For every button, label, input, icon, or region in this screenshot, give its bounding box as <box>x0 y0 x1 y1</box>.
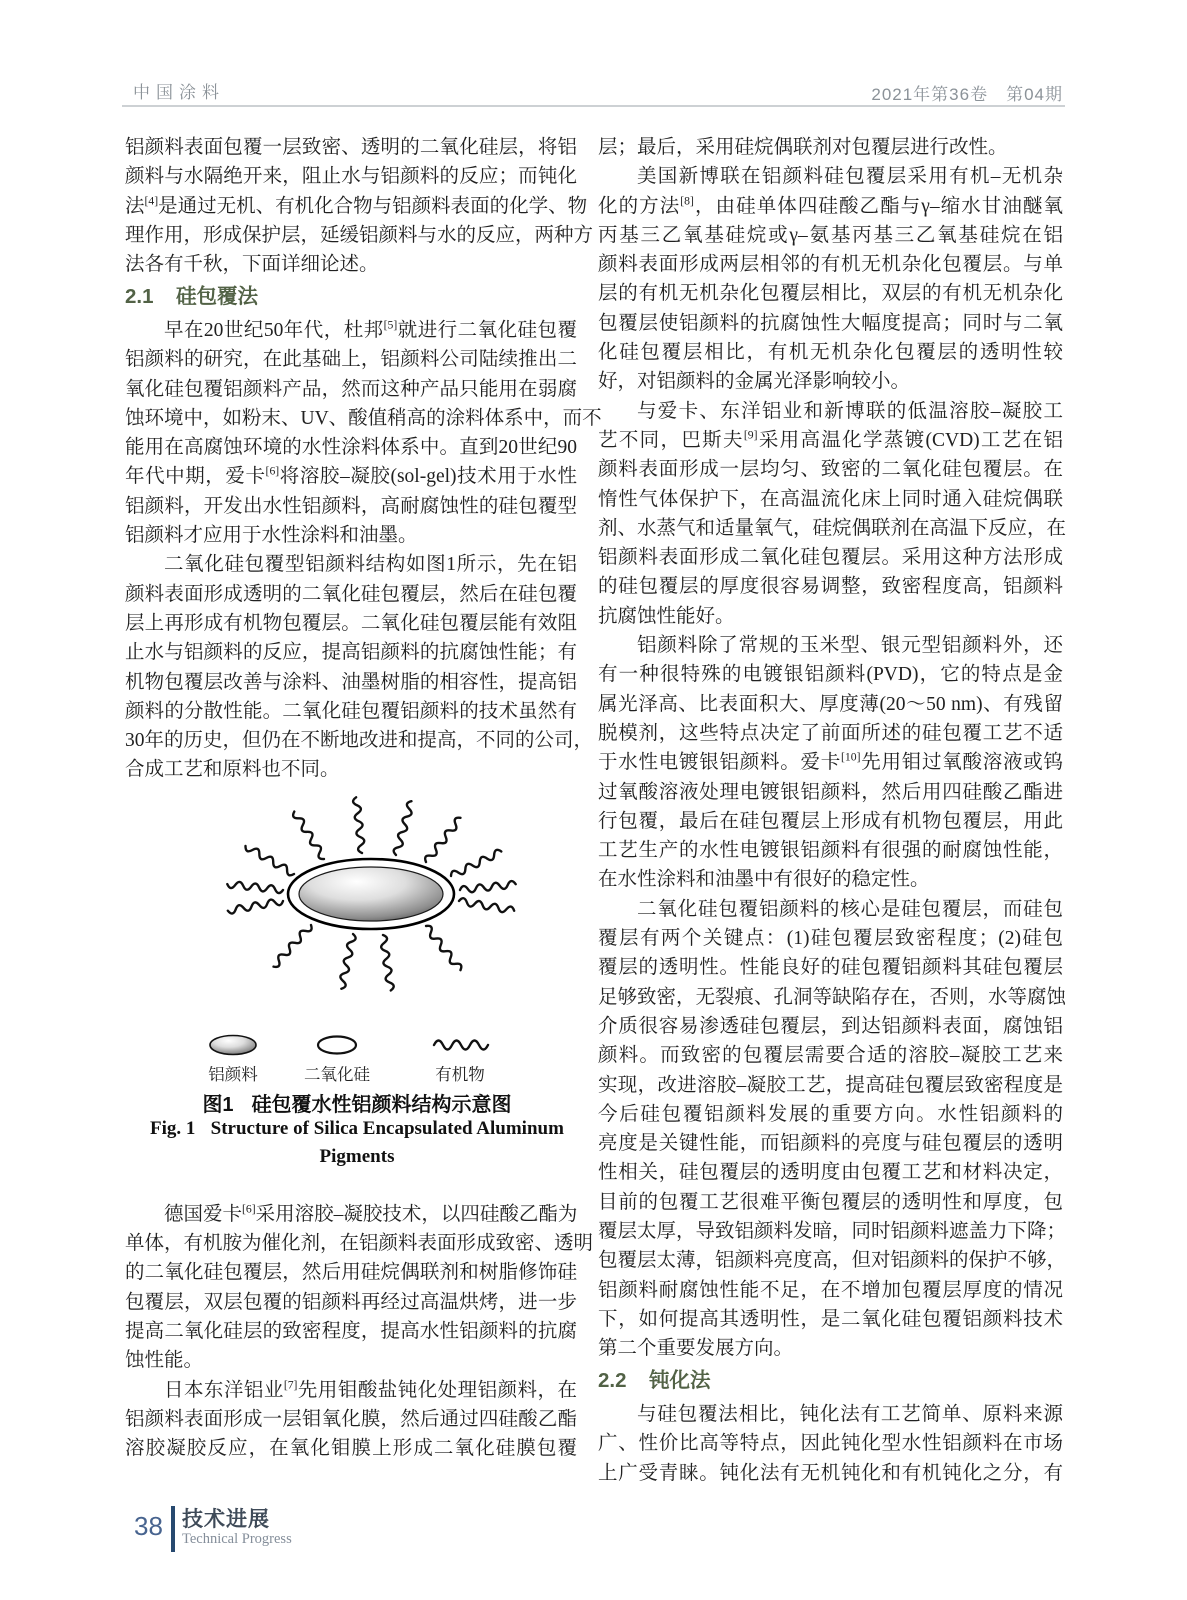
footer-divider-bar <box>171 1506 175 1552</box>
text-line: 属光泽高、比表面积大、厚度薄(20～50 nm)、有残留 <box>598 693 1063 715</box>
text-line: 铝颜料除了常规的玉米型、银元型铝颜料外，还 <box>637 635 1063 657</box>
footer-section-en: Technical Progress <box>182 1531 292 1547</box>
silica-encapsulated-pigment-diagram <box>191 787 551 999</box>
paragraph <box>598 1400 1063 1488</box>
paragraph-continued <box>125 133 594 279</box>
text-line: 化硅包覆层相比，有机无机杂化包覆层的透明性较 <box>598 342 1063 364</box>
text-line: 二氧化硅包覆铝颜料的核心是硅包覆层，而硅包 <box>637 898 1063 920</box>
text-line: 与硅包覆法相比，钝化法有工艺简单、原料来源 <box>637 1403 1063 1425</box>
text-line: 二氧化硅包覆型铝颜料结构如图1所示，先在铝 <box>164 554 577 576</box>
text-line: 提高二氧化硅层的致密程度，提高水性铝颜料的抗腐 <box>125 1320 577 1342</box>
text-line: 早在20世纪50年代，杜邦[5]就进行二氧化硅包覆 <box>164 318 577 341</box>
text-line: 氧化硅包覆铝颜料产品，然而这种产品只能用在弱腐 <box>125 378 577 400</box>
figure-number-en: Fig. 1 <box>150 1117 196 1139</box>
text-line: 脱模剂，这些特点决定了前面所述的硅包覆工艺不适 <box>598 722 1063 744</box>
figure-caption-en: Fig. 1 Structure of Silica Encapsulated Aluminum <box>150 1117 564 1139</box>
section-heading-2-1 <box>125 282 577 312</box>
text-line: 剂、水蒸气和适量氧气，硅烷偶联剂在高温下反应，在 <box>598 517 1067 539</box>
figure-caption-cn: 图1 硅包覆水性铝颜料结构示意图 <box>202 1093 512 1116</box>
section-heading-2-2 <box>598 1366 1063 1396</box>
text-line: 上广受青睐。钝化法有无机钝化和有机钝化之分，有 <box>598 1462 1063 1484</box>
text-line: 日本东洋铝业[7]先用钼酸盐钝化处理铝颜料，在 <box>164 1378 577 1401</box>
text-line: 单体，有机胺为催化剂，在铝颜料表面形成致密、透明 <box>125 1233 594 1255</box>
text-line: 性相关，硅包覆层的透明度由包覆工艺和材料决定， <box>598 1162 1063 1184</box>
text-line: 化的方法[8]，由硅单体四硅酸乙酯与γ–缩水甘油醚氧 <box>598 194 1063 217</box>
legend-aluminum-icon <box>207 1033 259 1057</box>
text-line: 机物包覆层改善与涂料、油墨树脂的相容性，提高铝 <box>125 671 577 693</box>
text-line: 法各有千秋，下面详细论述。 <box>125 254 379 276</box>
paragraph <box>598 397 1067 631</box>
paragraph <box>125 550 594 784</box>
text-line: 的硅包覆层的厚度很容易调整，致密程度高，铝颜料 <box>598 576 1063 598</box>
text-line: 能用在高腐蚀环境的水性涂料体系中。直到20世纪90 <box>125 437 577 459</box>
paragraph <box>598 895 1067 1364</box>
text-line: 抗腐蚀性能好。 <box>598 605 735 627</box>
section-number: 2.1 <box>125 285 154 309</box>
text-line: 有一种很特殊的电镀银铝颜料(PVD)，它的特点是金 <box>598 664 1063 686</box>
text-line: 铝颜料，开发出水性铝颜料，高耐腐蚀性的硅包覆型 <box>125 495 577 517</box>
text-line: 止水与铝颜料的反应，提高铝颜料的抗腐蚀性能；有 <box>125 642 577 664</box>
journal-title: 中国涂料 <box>133 83 225 102</box>
text-line: 行包覆，最后在硅包覆层上形成有机物包覆层，用此 <box>598 810 1063 832</box>
aluminum-core <box>299 867 443 921</box>
legend-silica-icon <box>315 1033 359 1057</box>
text-line: 覆层太厚，导致铝颜料发暗，同时铝颜料遮盖力下降； <box>598 1220 1067 1242</box>
text-line: 蚀环境中，如粉末、UV、酸值稍高的涂料体系中，而不 <box>125 407 602 429</box>
legend-label-aluminum: 铝颜料 <box>208 1064 258 1084</box>
text-line: 颜料表面形成透明的二氧化硅包覆层，然后在硅包覆 <box>125 583 577 605</box>
paragraph <box>125 1200 594 1376</box>
text-line: 铝颜料表面形成一层钼氧化膜，然后通过四硅酸乙酯 <box>125 1408 577 1430</box>
text-line: 包覆层使铝颜料的抗腐蚀性大幅度提高；同时与二氧 <box>598 312 1063 334</box>
section-number: 2.2 <box>598 1369 627 1393</box>
text-line: 30年的历史，但仍在不断地改进和提高，不同的公司， <box>125 730 594 752</box>
page-number: 38 <box>134 1511 163 1541</box>
text-line: 颜料。而致密的包覆层需要合适的溶胶–凝胶工艺来 <box>598 1045 1063 1067</box>
text-line: 的二氧化硅包覆层，然后用硅烷偶联剂和树脂修饰硅 <box>125 1262 577 1284</box>
text-line: 铝颜料表面包覆一层致密、透明的二氧化硅层，将铝 <box>125 137 577 158</box>
text-line: 惰性气体保护下，在高温流化床上同时通入硅烷偶联 <box>598 488 1063 510</box>
text-line: 在水性涂料和油墨中有很好的稳定性。 <box>598 869 930 891</box>
text-line: 于水性电镀银铝颜料。爱卡[10]先用钼过氧酸溶液或钨 <box>598 750 1063 774</box>
text-line: 溶胶凝胶反应，在氧化钼膜上形成二氧化硅膜包覆 <box>125 1438 577 1460</box>
section-title: 硅包覆法 <box>176 285 259 309</box>
issue-info: 2021年第36卷 第04期 <box>871 85 1063 104</box>
text-line: 目前的包覆工艺很难平衡包覆层的透明性和厚度，包 <box>598 1191 1063 1213</box>
text-line: 理作用，形成保护层，延缓铝颜料与水的反应，两种方 <box>125 224 594 246</box>
footer-section-cn: 技术进展 <box>182 1508 270 1531</box>
text-line: 年代中期，爱卡[6]将溶胶–凝胶(sol-gel)技术用于水性 <box>125 464 577 488</box>
paragraph-continued <box>598 133 1063 162</box>
text-line: 包覆层，双层包覆的铝颜料再经过高温烘烤，进一步 <box>125 1291 577 1313</box>
left-column <box>125 133 602 1463</box>
right-column <box>598 133 1067 1488</box>
text-line: 铝颜料才应用于水性涂料和油墨。 <box>125 525 418 547</box>
text-line: 工艺生产的水性电镀银铝颜料有很强的耐腐蚀性能， <box>598 840 1063 862</box>
text-line: 颜料与水隔绝开来，阻止水与铝颜料的反应；而钝化 <box>125 166 577 188</box>
text-line: 好，对铝颜料的金属光泽影响较小。 <box>598 371 911 393</box>
text-line: 下，如何提高其透明性，是二氧化硅包覆铝颜料技术 <box>598 1308 1063 1330</box>
text-line: 亮度是关键性能，而铝颜料的亮度与硅包覆层的透明 <box>598 1133 1063 1155</box>
text-line: 覆层的透明性。性能良好的硅包覆铝颜料其硅包覆层 <box>598 957 1063 979</box>
text-line: 层上再形成有机物包覆层。二氧化硅包覆层能有效阻 <box>125 612 577 634</box>
text-line: 包覆层太薄，铝颜料亮度高，但对铝颜料的保护不够， <box>598 1250 1067 1272</box>
header-rule <box>122 105 1065 107</box>
text-line: 美国新博联在铝颜料硅包覆层采用有机–无机杂 <box>637 166 1063 188</box>
paragraph <box>125 1376 577 1464</box>
text-line: 层；最后，采用硅烷偶联剂对包覆层进行改性。 <box>598 137 1008 158</box>
text-line: 广、性价比高等特点，因此钝化型水性铝颜料在市场 <box>598 1433 1063 1455</box>
text-line: 介质很容易渗透硅包覆层，到达铝颜料表面，腐蚀铝 <box>598 1015 1063 1037</box>
text-line: 今后硅包覆铝颜料发展的重要方向。水性铝颜料的 <box>598 1103 1063 1125</box>
text-line: 铝颜料表面形成二氧化硅包覆层。采用这种方法形成 <box>598 547 1063 569</box>
section-title: 钝化法 <box>649 1369 711 1393</box>
text-line: 颜料的分散性能。二氧化硅包覆铝颜料的技术虽然有 <box>125 700 577 722</box>
paragraph <box>125 316 602 550</box>
legend-organic-icon <box>432 1033 490 1057</box>
text-line: 合成工艺和原料也不同。 <box>125 759 340 781</box>
legend-label-silica: 二氧化硅 <box>304 1064 370 1084</box>
legend-label-organic: 有机物 <box>435 1064 485 1084</box>
text-line: 颜料表面形成两层相邻的有机无机杂化包覆层。与单 <box>598 254 1063 276</box>
text-line: 覆层有两个关键点：(1)硅包覆层致密程度；(2)硅包 <box>598 928 1063 950</box>
figure-number-cn: 图1 <box>202 1093 234 1116</box>
text-line: 蚀性能。 <box>125 1350 204 1372</box>
figure-1 <box>125 785 577 1200</box>
text-line: 第二个重要发展方向。 <box>598 1338 794 1360</box>
text-line: 与爱卡、东洋铝业和新博联的低温溶胶–凝胶工 <box>637 400 1063 422</box>
paragraph <box>598 162 1063 396</box>
text-line: 颜料表面形成一层均匀、致密的二氧化硅包覆层。在 <box>598 459 1063 481</box>
text-line: 丙基三乙氧基硅烷或γ–氨基丙基三乙氧基硅烷在铝 <box>598 224 1063 246</box>
text-line: 足够致密，无裂痕、孔洞等缺陷存在，否则，水等腐蚀 <box>598 986 1067 1008</box>
text-line: 铝颜料耐腐蚀性能不足，在不增加包覆层厚度的情况 <box>598 1279 1063 1301</box>
text-line: 层的有机无机杂化包覆层相比，双层的有机无机杂化 <box>598 283 1063 305</box>
paragraph <box>598 631 1063 895</box>
text-line: 法[4]是通过无机、有机化合物与铝颜料表面的化学、物 <box>125 194 588 217</box>
text-line: 过氧酸溶液处理电镀银铝颜料，然后用四硅酸乙酯进 <box>598 781 1063 803</box>
text-line: 艺不同，巴斯夫[9]采用高温化学蒸镀(CVD)工艺在铝 <box>598 428 1063 451</box>
figure-caption-en-line2: Pigments <box>319 1145 395 1167</box>
text-line: 铝颜料的研究，在此基础上，铝颜料公司陆续推出二 <box>125 349 577 371</box>
text-line: 实现，改进溶胶–凝胶工艺，提高硅包覆层致密程度是 <box>598 1074 1063 1096</box>
text-line: 德国爱卡[6]采用溶胶–凝胶技术，以四硅酸乙酯为 <box>164 1202 578 1225</box>
